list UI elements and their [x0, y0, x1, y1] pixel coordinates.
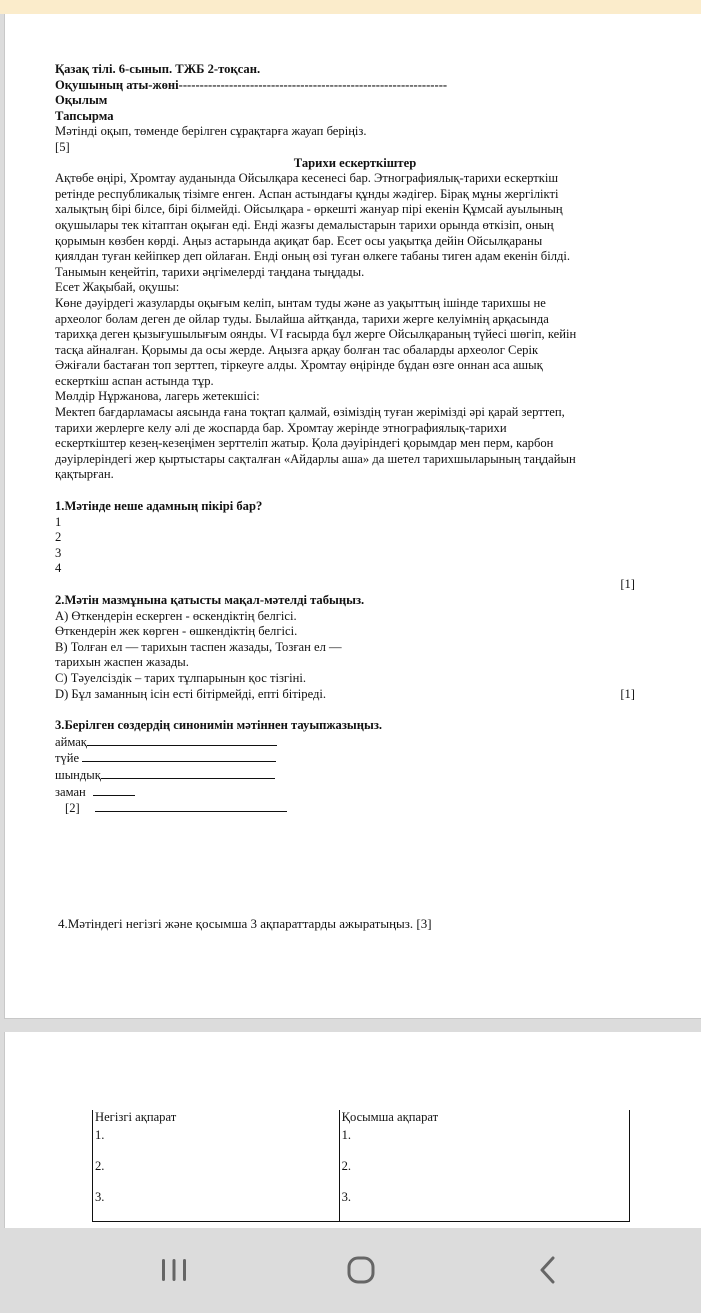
text-line: қорымын көзбен көрді. Аңыз астарында ақиқат бар. Есет осы уақытқа дейін Ойсылқараны [55, 233, 543, 248]
q2-option-line: D) Бұл заманның ісін есті бітірмейді, епті бітіреді. [55, 686, 327, 701]
q2-option-line: C) Тәуелсіздік – тарих тұлпарынын қос тізгіні. [55, 670, 306, 685]
info-table [92, 1110, 630, 1222]
text-line: Мөлдір Нұржанова, лагерь жетекшісі: [55, 389, 260, 404]
text-line: археолог болам деген де ойлар туды. Былайша айтқанда, тарихи жерге келуімнің арқасында [55, 311, 549, 326]
back-icon [536, 1255, 560, 1285]
table-cell: 3. [339, 1190, 629, 1222]
q3-word: аймақ [55, 734, 87, 749]
q3-points-row [55, 800, 655, 817]
question-3: 3.Берілген сөздердің синонимін мәтіннен тауыпжазыңыз. [55, 718, 383, 733]
table-header: Негізгі ақпарат [93, 1110, 340, 1128]
text-line: Есет Жақыбай, оқушы: [55, 280, 180, 295]
q2-option-line: B) Толған ел — тарихын таспен жазады, Тозған ел — [55, 639, 342, 654]
text-line: Танымын кеңейтіп, тарихи әңгімелерді таңдана тыңдады. [55, 264, 365, 279]
answer-line [101, 767, 275, 779]
q3-word: заман [55, 784, 86, 799]
q3-points: [2] [65, 801, 80, 816]
q1-option: 3 [55, 545, 62, 560]
text-line: дәуірлеріндегі жер қыртыстары сақталған «Айдарлы аша» да шетел тарихшыларының таңдайын [55, 451, 576, 466]
total-score: [5] [55, 139, 70, 154]
q2-points: [1] [620, 686, 635, 701]
table-cell: 2. [339, 1159, 629, 1190]
text-line: халықтың бірі білсе, бірі білмейді. Ойсылқара - өркешті жануар пірі екенін Құмсай ауылының [55, 202, 563, 217]
text-line: қиялдан туған кейіпкер деп ойлаған. Енді оның өзі туған өлкеге табаны тиген адам екенін білді. [55, 249, 571, 264]
text-line: тарихқа деген қызығушылығым оянды. VI ғасырда бұл жерге Ойсылқараның түйесі шөгіп, кейін [55, 327, 577, 342]
answer-line [87, 734, 277, 746]
text-line: қақтырған. [55, 467, 114, 482]
home-button[interactable] [341, 1250, 381, 1290]
text-line: ескерткіштер кезең-кезеңімен зерттеліп жатыр. Қола дәуіріндегі қорымдар мен перм, карбон [55, 436, 554, 451]
back-button[interactable] [528, 1250, 568, 1290]
q1-option: 4 [55, 561, 62, 576]
recent-apps-icon [159, 1257, 189, 1283]
table-cell: 1. [93, 1128, 340, 1159]
text-title: Тарихи ескерткіштер [293, 155, 417, 170]
text-line: ескерткіш аспан астында тұр. [55, 373, 214, 388]
question-2: 2.Мәтін мазмұнына қатысты мақал-мәтелді табыңыз. [55, 593, 365, 607]
table-cell: 2. [93, 1159, 340, 1190]
instruction: Мәтінді оқып, төменде берілген сұрақтарға жауап беріңіз. [55, 124, 367, 139]
q1-option: 2 [55, 530, 62, 545]
answer-line [93, 784, 135, 796]
table-cell: 3. [93, 1190, 340, 1222]
q1-option: 1 [55, 514, 62, 529]
q3-word: түйе [55, 751, 80, 766]
task-title: Тапсырма [55, 108, 114, 123]
home-icon [346, 1255, 376, 1285]
q3-word-row [55, 784, 655, 801]
q3-word-row [55, 734, 655, 751]
table-header: Қосымша ақпарат [339, 1110, 629, 1128]
q2-option-line: тарихын жаспен жазады. [55, 655, 189, 670]
text-line: Әжіғали бастаған топ зерттеп, тіркеуге алды. Хромтау өңірінде бұдан өзге оннан аса ашық [55, 358, 543, 373]
text-line: ретінде республикалық тізімге енген. Аспан астындағы құнды жәдігер. Бірақ мұны жергілікті [55, 186, 559, 201]
answer-line [95, 800, 287, 812]
q3-word: шындық [55, 767, 101, 782]
student-name-line: Оқушының аты-жөні---------------------------------------------------------------- [55, 77, 448, 92]
reading-text [55, 171, 655, 483]
q1-points: [1] [620, 577, 635, 591]
q2-option-line: A) Өткендерін ескерген - өскендіктің белгісі. [55, 608, 297, 623]
notification-strip [0, 0, 701, 14]
q2-option-line: Өткендерін жек көрген - өшкендіктің белгісі. [55, 624, 298, 639]
table-cell: 1. [339, 1128, 629, 1159]
doc-header: Қазақ тілі. 6-сынып. ТЖБ 2-тоқсан. [55, 62, 261, 76]
section-title: Оқылым [55, 93, 108, 108]
document-content [55, 62, 655, 817]
text-line: Мектеп бағдарламасы аясында ғана тоқтап қалмай, өзіміздің туған жерімізді әрі қарай зерттеп, [55, 405, 565, 420]
q3-word-row [55, 767, 655, 784]
text-line: Ақтөбе өңірі, Хромтау ауданында Ойсылқара кесенесі бар. Этнографиялық-тарихи ескерткіш [55, 171, 559, 186]
question-4: 4.Мәтіндегі негізгі және қосымша 3 ақпараттарды ажыратыңыз. [3] [58, 916, 432, 931]
text-line: Көне дәуірдегі жазуларды оқығым келіп, ынтам туды және аз уақыттың ішінде тарихшы не [55, 295, 546, 310]
answer-line [82, 750, 276, 762]
text-line: тасқа айналған. Қорымы да осы жерде. Аңызға арқау болған тас обаларды археолог Серік [55, 342, 539, 357]
android-nav-bar [0, 1228, 701, 1313]
q3-word-row [55, 750, 655, 767]
question-1: 1.Мәтінде неше адамның пікірі бар? [55, 499, 263, 514]
text-line: оқушылары тек кітаптан оқыған еді. Енді жазғы демалыстарын тарихи орында өткізіп, оның [55, 217, 554, 232]
recent-apps-button[interactable] [154, 1250, 194, 1290]
text-line: тарихи жерлерге келу әлі де жоспарда бар. Хромтау жерінде этнографиялық-тарихи [55, 420, 507, 435]
